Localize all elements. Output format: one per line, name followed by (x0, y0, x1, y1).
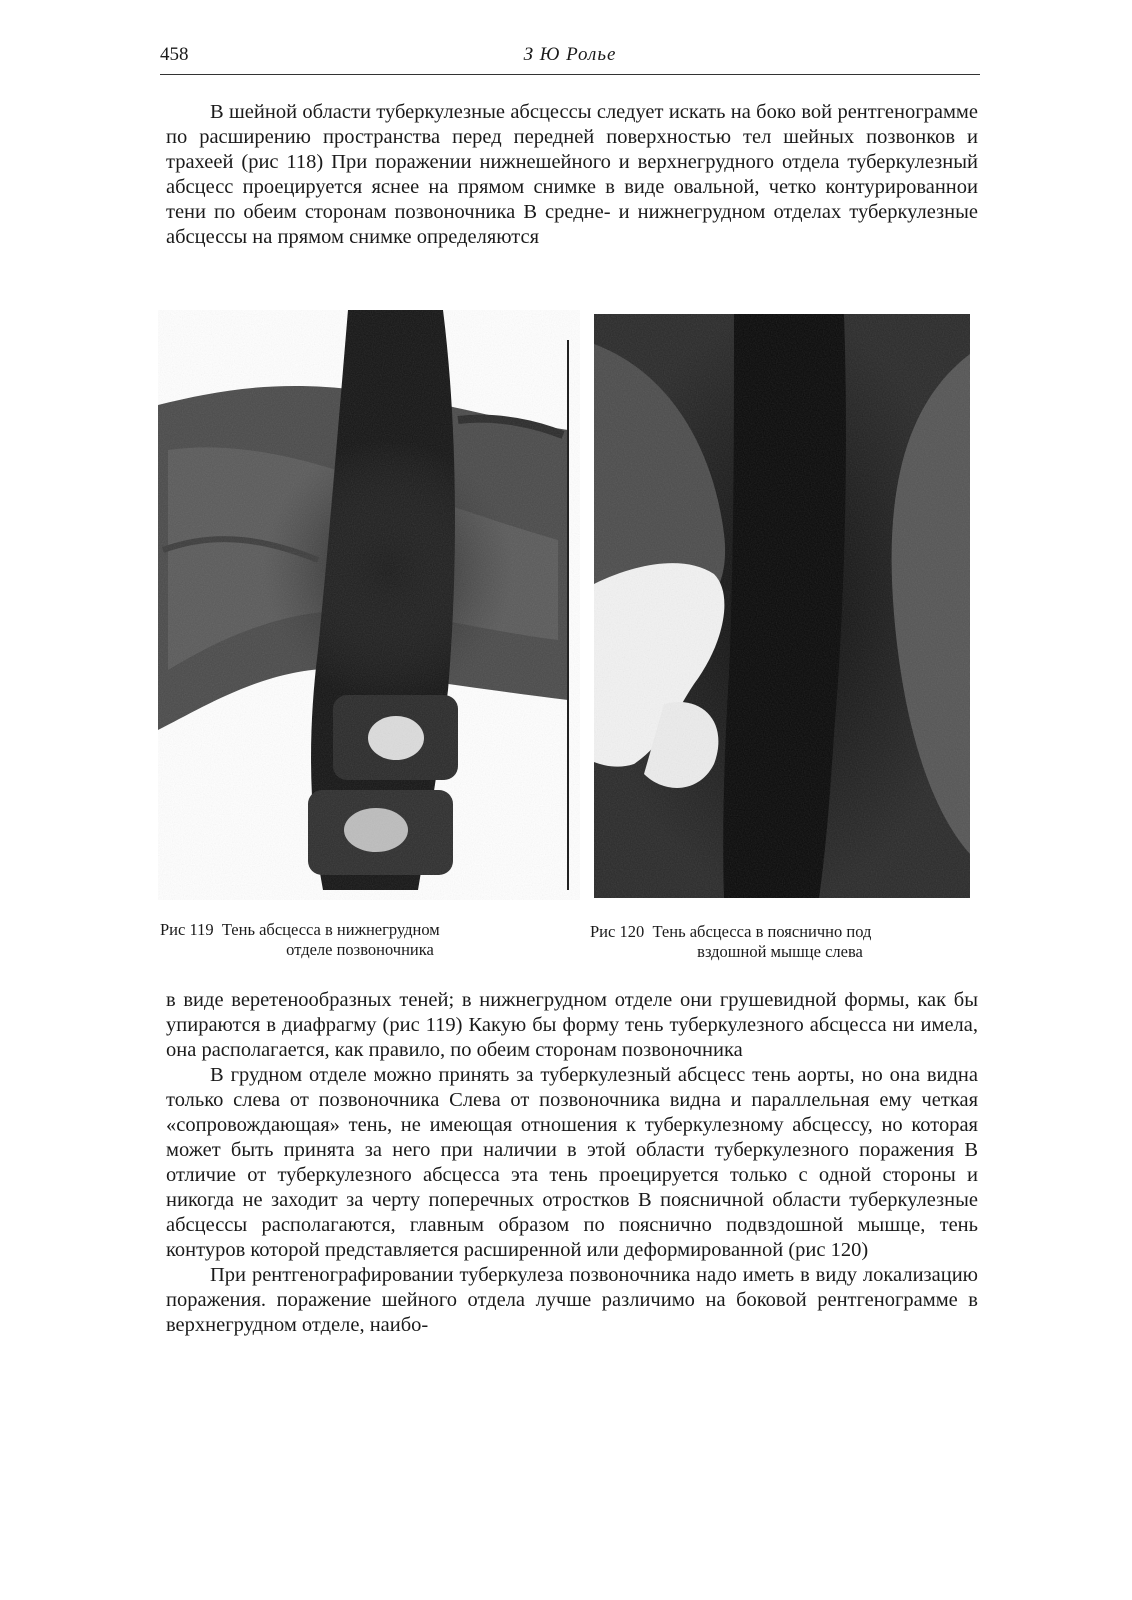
paragraph: В шейной области туберкулезные абсцессы следует искать на боко вой рентгенограмме по расширению пространства перед передней поверхностью тел шейных позвонков и трахеей (рис 118) При поражении нижнешейного и верхнегрудного отдела туберкулезный абсцесс проецируется яснее на прямом снимке в виде овальной, четко контурированнои тени по обеим сторонам позвоночника В средне- и нижнегрудном отделах туберкулезные абсцессы на прямом снимке определяются (166, 101, 978, 248)
text-block-top (166, 100, 978, 250)
xray-119-image (158, 310, 580, 900)
figure-120-caption (590, 922, 970, 962)
paragraph: При рентгенографировании туберкулеза позвоночника надо иметь в виду локализацию поражения. поражение шейного отдела лучше различимо на боковой рентгенограмме в верхнегрудном отделе, наибо- (166, 1264, 978, 1336)
text-block-bottom (166, 988, 978, 1338)
figure-119-caption (160, 920, 560, 960)
figure-label: Рис 119 (160, 920, 214, 939)
caption-text-line2: вздошной мышце слева (697, 942, 863, 961)
paragraph: в виде веретенообразных теней; в нижнегрудном отделе они грушевидной формы, как бы упираются в диафрагму (рис 119) Какую бы форму тень туберкулезного абсцесса ни имела, она располагается, как правило, по обеим сторонам позвоночника (166, 989, 978, 1061)
figure-119-xray (158, 310, 580, 900)
caption-text: Тень абсцесса в пояснично под (652, 922, 872, 941)
xray-120-image (594, 314, 970, 898)
figure-120-xray (594, 314, 970, 898)
figure-label: Рис 120 (590, 922, 645, 941)
caption-text: Тень абсцесса в нижнегрудном (221, 920, 440, 939)
page-header (160, 44, 980, 75)
running-head: З Ю Ролье (523, 44, 617, 65)
caption-text-line2: отделе позвоночника (286, 940, 434, 959)
paragraph: В грудном отделе можно принять за туберкулезный абсцесс тень аорты, но она видна только слева от позвоночника Слева от позвоночника видна и параллельная ему четкая «сопровождающая» тень, не имеющая отношения к туберкулезному абсцессу, но которая может быть принята за него при наличии в этой области туберкулезного поражения В отличие от туберкулезного абсцесса эта тень проецируется только с одной стороны и никогда не заходит за черту поперечных отростков В поясничной области туберкулезные абсцессы располагаются, главным образом по пояснично подвздошной мышце, тень контуров которой представляется расширенной или деформированной (рис 120) (166, 1064, 978, 1261)
page-number: 458 (160, 44, 189, 65)
